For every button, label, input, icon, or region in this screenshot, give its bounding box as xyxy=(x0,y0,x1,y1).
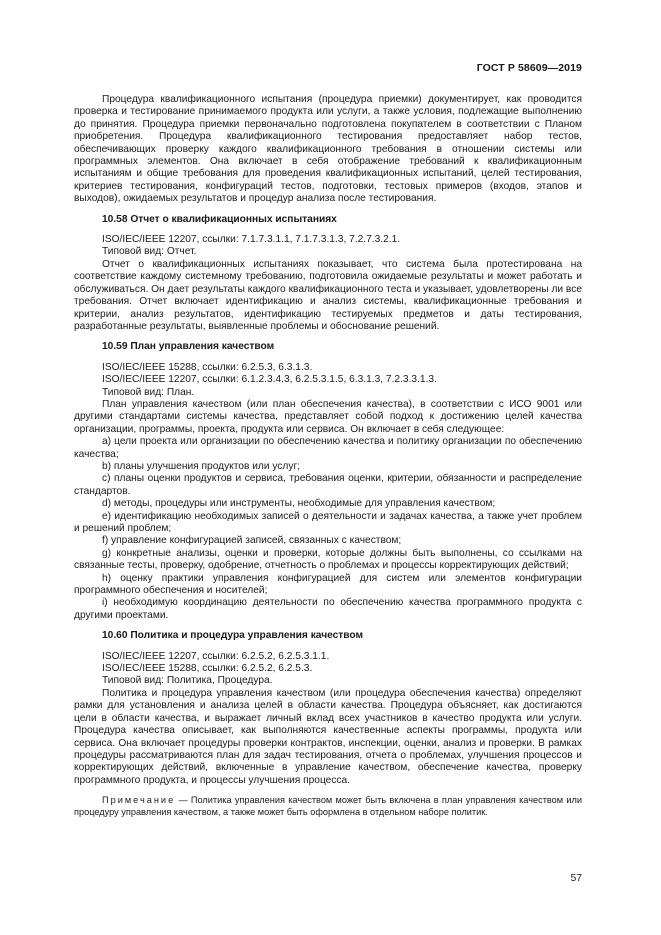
section-heading-10-59: 10.59 План управления качеством xyxy=(102,341,275,353)
list-item: c) планы оценки продуктов и сервиса, требования оценки, критерии, обязанности и распределение стандартов. xyxy=(74,473,582,497)
section-paragraph: Отчет о квалификационных испытаниях показывает, что система была протестирована на соответствие каждому системному требованию, подготовила ожидаемые результаты и может работать и обслуживаться. Он дает результаты каждого квалификационного теста и указывает, удовлетворены ли все требования. Отчет включает идентификацию и анализ системы, квалификационные требования и критерии, анализ результатов, идентификацию тестируемых предметов и даты тестирования, разработанные результаты, выявленные проблемы и обоснование решений. xyxy=(74,258,582,332)
list-item: f) управление конфигурацией записей, связанных с качеством; xyxy=(102,535,402,547)
type-line: Типовой вид: План. xyxy=(102,386,195,398)
type-line: Типовой вид: Политика, Процедура. xyxy=(102,675,273,687)
reference-line: ISO/IEC/IEEE 12207, ссылки: 6.2.5.2, 6.2.5.3.1.1. xyxy=(102,650,330,662)
note-label: Примечание xyxy=(102,795,176,806)
note xyxy=(74,795,582,818)
document-page xyxy=(74,0,582,935)
reference-line: ISO/IEC/IEEE 12207, ссылки: 6.1.2.3.4.3, 6.2.5.3.1.5, 6.3.1.3, 7.2.3.3.1.3. xyxy=(102,374,437,386)
list-item: e) идентификацию необходимых записей о деятельности и задачах качества, а также учет проблем и решений проблем; xyxy=(74,510,582,534)
section-heading-10-60: 10.60 Политика и процедура управления качеством xyxy=(102,630,364,642)
list-item: h) оценку практики управления конфигурацией для систем или элементов конфигурации программного обеспечения и носителей; xyxy=(74,572,582,597)
list-item: i) необходимую координацию деятельности по обеспечению качества программного продукта с другими проектами. xyxy=(74,597,582,621)
list-item: a) цели проекта или организации по обеспечению качества и политику организации по обеспечению качества; xyxy=(74,436,582,460)
reference-line: ISO/IEC/IEEE 15288, ссылки: 6.2.5.2, 6.2.5.3. xyxy=(102,663,313,675)
section-paragraph: План управления качеством (или план обеспечения качества), в соответствии с ИСО 9001 или другими стандартами системы качества, представляет собой подход к достижению целей качества организации, программы, проекта, продукта или сервиса. Он включает в себя следующее: xyxy=(74,398,582,435)
type-line: Типовой вид: Отчет. xyxy=(102,246,197,258)
note-text: — Политика управления качеством может быть включена в план управления качеством или процедуру управления качеством, а также может быть оформлена в отдельном наборе политик. xyxy=(74,795,582,817)
list-item: g) конкретные анализы, оценки и проверки, которые должны быть выполнены, со ссылками на связанные тесты, проверку, одобрение, отчетность о проблемах и процессы корректирующих действий; xyxy=(74,547,582,572)
list-item: d) методы, процедуры или инструменты, необходимые для управления качеством; xyxy=(102,498,496,510)
section-heading-10-58: 10.58 Отчет о квалификационных испытаниях xyxy=(102,213,337,225)
standard-id: ГОСТ Р 58609—2019 xyxy=(476,62,582,74)
page-number: 57 xyxy=(570,873,582,884)
list-item: b) планы улучшения продуктов или услуг; xyxy=(102,460,301,472)
section-paragraph: Политика и процедура управления качеством (или процедура обеспечения качества) определяют рамки для установления и анализа целей в области качества. Процедура объясняет, как достигаются цели в области качества, и выражает личный вклад всех участников в качество продукта или услуги. Процедура качества описывает, как выполняются качественные аспекты программы, продукта или сервиса. Она включает процедуры проверки контрактов, инспекции, оценки, анализ и проверки. В рамках процедуры рассматриваются план для задач тестирования, отчета о проблемах, улучшения процессов и корректирующих действий, включенные в управление качеством, обеспечение качества, проверку программного продукта, и процессы улучшения процесса. xyxy=(74,687,582,786)
intro-paragraph: Процедура квалификационного испытания (процедура приемки) документирует, как проводится проверка и тестирование принимаемого продукта или услуги, а также условия, подлежащие выполнению до принятия. Процедура приемки первоначально подготовлена покупателем в соответствии с Планом приобретения. Процедура квалификационного тестирования предоставляет набор тестов, обеспечивающих проверку каждого квалификационного требования в отношении системы или программных элементов. Она включает в себя отображение требований к квалификационным испытаниям и общие требования для проведения квалификационных испытаний, целей тестирования, критериев тестирования, конфигураций тестов, подготовки, тестовых примеров (входов, этапов и выходов), ожидаемых результатов и процедур анализа после тестирования. xyxy=(74,94,582,205)
reference-line: ISO/IEC/IEEE 15288, ссылки: 6.2.5.3, 6.3.1.3. xyxy=(102,361,313,373)
document-body xyxy=(74,94,582,818)
reference-line: ISO/IEC/IEEE 12207, ссылки: 7.1.7.3.1.1, 7.1.7.3.1.3, 7.2.7.3.2.1. xyxy=(102,234,401,246)
